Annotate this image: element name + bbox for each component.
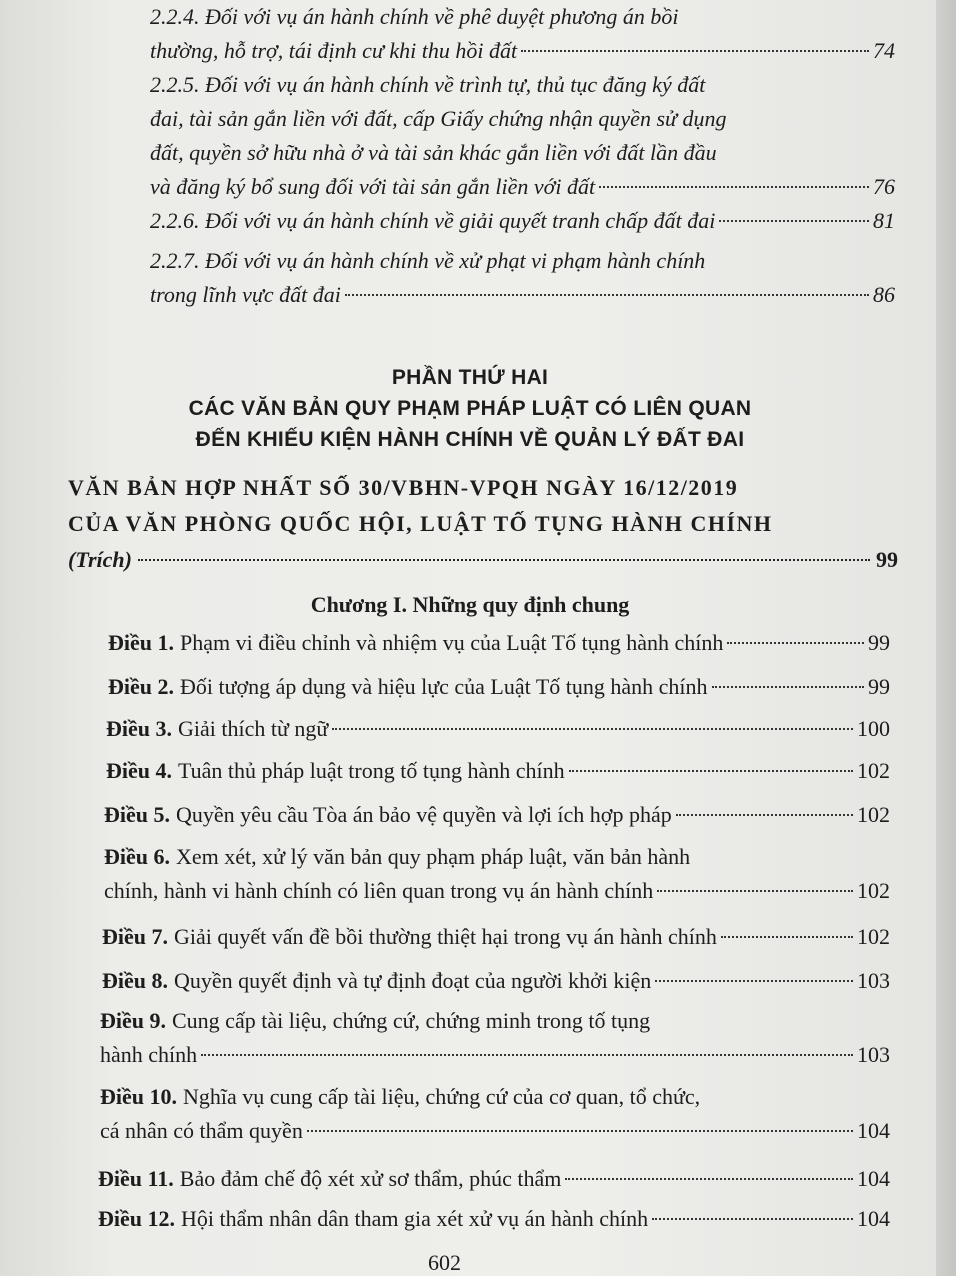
toc-entry-text: Quyền quyết định và tự định đoạt của người khởi kiện (174, 968, 652, 993)
book-spine-edge (936, 0, 956, 1276)
toc-entry-last-line (108, 670, 890, 704)
toc-entry-last-line (104, 874, 890, 908)
toc-page-number: 103 (857, 1042, 890, 1067)
toc-article-5 (104, 798, 890, 832)
part-subtitle-line-2: ĐẾN KHIẾU KIỆN HÀNH CHÍNH VỀ QUẢN LÝ ĐẤT ĐAI (195, 428, 745, 451)
toc-entry-text: thường, hỗ trợ, tái định cư khi thu hồi đất (150, 38, 518, 63)
chapter-heading: Chương I. Những quy định chung (310, 592, 630, 617)
toc-entry-last-line (150, 34, 895, 68)
toc-article-7 (102, 920, 890, 954)
toc-page-number: 81 (873, 208, 895, 233)
toc-entry-text: Nghĩa vụ cung cấp tài liệu, chứng cứ của cơ quan, tổ chức, (183, 1084, 701, 1109)
article-label: Điều 11. (98, 1166, 174, 1191)
toc-entry-line (104, 840, 890, 874)
toc-page-number: 102 (857, 758, 890, 783)
article-label: Điều 7. (102, 924, 168, 949)
article-label: Điều 6. (104, 844, 170, 869)
toc-entry-last-line (150, 170, 895, 204)
toc-entry-last-line (150, 278, 895, 312)
leader-dots (652, 1218, 853, 1220)
toc-entry-2-2-5 (150, 68, 895, 204)
toc-entry-last-line (100, 1038, 890, 1072)
toc-entry-text: và đăng ký bổ sung đối với tài sản gắn liền với đất (150, 174, 596, 199)
toc-entry-text: Cung cấp tài liệu, chứng cứ, chứng minh trong tố tụng (172, 1008, 651, 1033)
toc-page-number: 100 (857, 716, 890, 741)
toc-entry-text: 2.2.6. Đối với vụ án hành chính về giải quyết tranh chấp đất đai (150, 208, 716, 233)
article-label: Điều 3. (106, 716, 172, 741)
toc-entry-text: Phạm vi điều chỉnh và nhiệm vụ của Luật Tố tụng hành chính (180, 630, 724, 655)
toc-page-number: 76 (873, 174, 895, 199)
toc-entry-last-line (104, 798, 890, 832)
toc-article-12 (98, 1202, 890, 1236)
article-label: Điều 5. (104, 802, 170, 827)
article-label: Điều 4. (106, 758, 172, 783)
article-label: Điều 8. (102, 968, 168, 993)
toc-page-number: 99 (868, 674, 890, 699)
document-title-last-line (68, 542, 898, 578)
toc-entry-last-line (106, 754, 890, 788)
toc-entry-line: 2.2.5. Đối với vụ án hành chính về trình tự, thủ tục đăng ký đất (150, 72, 706, 97)
toc-entry-line: 2.2.7. Đối với vụ án hành chính về xử phạt vi phạm hành chính (150, 248, 706, 273)
toc-entry-2-2-4 (150, 0, 895, 68)
toc-article-1 (108, 626, 890, 660)
toc-article-2 (108, 670, 890, 704)
leader-dots (201, 1054, 853, 1056)
toc-article-3 (106, 712, 890, 746)
document-title (68, 470, 898, 578)
toc-entry-line (100, 1004, 890, 1038)
leader-dots (345, 294, 869, 296)
toc-article-4 (106, 754, 890, 788)
leader-dots (565, 1178, 853, 1180)
article-label: Điều 12. (98, 1206, 175, 1231)
toc-article-10 (100, 1080, 890, 1148)
page-number: 602 (428, 1250, 461, 1275)
leader-dots (138, 559, 870, 561)
toc-entry-last-line (108, 626, 890, 660)
toc-entry-text: chính, hành vi hành chính có liên quan trong vụ án hành chính (104, 878, 654, 903)
leader-dots (332, 728, 853, 730)
toc-page-number: 102 (857, 878, 890, 903)
toc-page-number: 104 (857, 1206, 890, 1231)
toc-entry-line: đất, quyền sở hữu nhà ở và tài sản khác gắn liền với đất lần đầu (150, 140, 717, 165)
article-label: Điều 10. (100, 1084, 177, 1109)
toc-entry-last-line (100, 1114, 890, 1148)
toc-entry-last-line (98, 1202, 890, 1236)
toc-page-number: 104 (857, 1118, 890, 1143)
toc-page-number: 104 (857, 1166, 890, 1191)
part-heading (150, 362, 790, 455)
toc-page-number: 99 (868, 630, 890, 655)
toc-entry-text: Giải thích từ ngữ (178, 716, 329, 741)
leader-dots (307, 1130, 853, 1132)
leader-dots (676, 814, 853, 816)
toc-article-6 (104, 840, 890, 908)
leader-dots (655, 980, 853, 982)
toc-entry-line: đai, tài sản gắn liền với đất, cấp Giấy chứng nhận quyền sử dụng (150, 106, 727, 131)
toc-entry-2-2-7 (150, 244, 895, 312)
toc-entry-line: 2.2.4. Đối với vụ án hành chính về phê duyệt phương án bồi (150, 4, 679, 29)
toc-page-number: 74 (873, 38, 895, 63)
toc-article-9 (100, 1004, 890, 1072)
toc-page-number: 102 (857, 924, 890, 949)
toc-entry-text: Xem xét, xử lý văn bản quy phạm pháp luật, văn bản hành (176, 844, 691, 869)
article-label: Điều 2. (108, 674, 174, 699)
toc-entry-text: Đối tượng áp dụng và hiệu lực của Luật Tố tụng hành chính (180, 674, 708, 699)
toc-entry-text: Giải quyết vấn đề bồi thường thiệt hại trong vụ án hành chính (174, 924, 717, 949)
leader-dots (727, 642, 864, 644)
toc-article-11 (98, 1162, 890, 1196)
toc-entry-last-line (102, 920, 890, 954)
toc-entry-text: trong lĩnh vực đất đai (150, 282, 341, 307)
toc-page-number: 86 (873, 282, 895, 307)
toc-page-number: 103 (857, 968, 890, 993)
toc-page-number: 102 (857, 802, 890, 827)
article-label: Điều 1. (108, 630, 174, 655)
toc-entry-last-line (98, 1162, 890, 1196)
toc-entry-text: Tuân thủ pháp luật trong tố tụng hành chính (178, 758, 565, 783)
document-excerpt-note: (Trích) (68, 547, 132, 572)
part-title: PHẦN THỨ HAI (391, 366, 549, 389)
toc-entry-text: Quyền yêu cầu Tòa án bảo vệ quyền và lợi ích hợp pháp (176, 802, 672, 827)
leader-dots (657, 890, 853, 892)
toc-entry-text: hành chính (100, 1042, 198, 1067)
leader-dots (712, 686, 864, 688)
toc-entry-last-line (150, 204, 895, 238)
toc-entry-line (100, 1080, 890, 1114)
toc-page-number: 99 (876, 547, 898, 572)
document-title-line-1: VĂN BẢN HỢP NHẤT SỐ 30/VBHN-VPQH NGÀY 16/12/2019 (68, 475, 739, 500)
article-label: Điều 9. (100, 1008, 166, 1033)
document-title-line-2: CỦA VĂN PHÒNG QUỐC HỘI, LUẬT TỐ TỤNG HÀNH CHÍNH (68, 511, 773, 536)
part-subtitle-line-1: CÁC VĂN BẢN QUY PHẠM PHÁP LUẬT CÓ LIÊN QUAN (188, 397, 752, 420)
toc-article-8 (102, 964, 890, 998)
leader-dots (721, 936, 853, 938)
toc-entry-last-line (102, 964, 890, 998)
toc-entry-text: Hội thẩm nhân dân tham gia xét xử vụ án hành chính (181, 1206, 649, 1231)
leader-dots (569, 770, 853, 772)
toc-entry-2-2-6 (150, 204, 895, 238)
toc-entry-text: Bảo đảm chế độ xét xử sơ thẩm, phúc thẩm (179, 1166, 562, 1191)
leader-dots (521, 50, 869, 52)
toc-entry-last-line (106, 712, 890, 746)
toc-entry-text: cá nhân có thẩm quyền (100, 1118, 303, 1143)
leader-dots (599, 186, 869, 188)
leader-dots (719, 220, 869, 222)
